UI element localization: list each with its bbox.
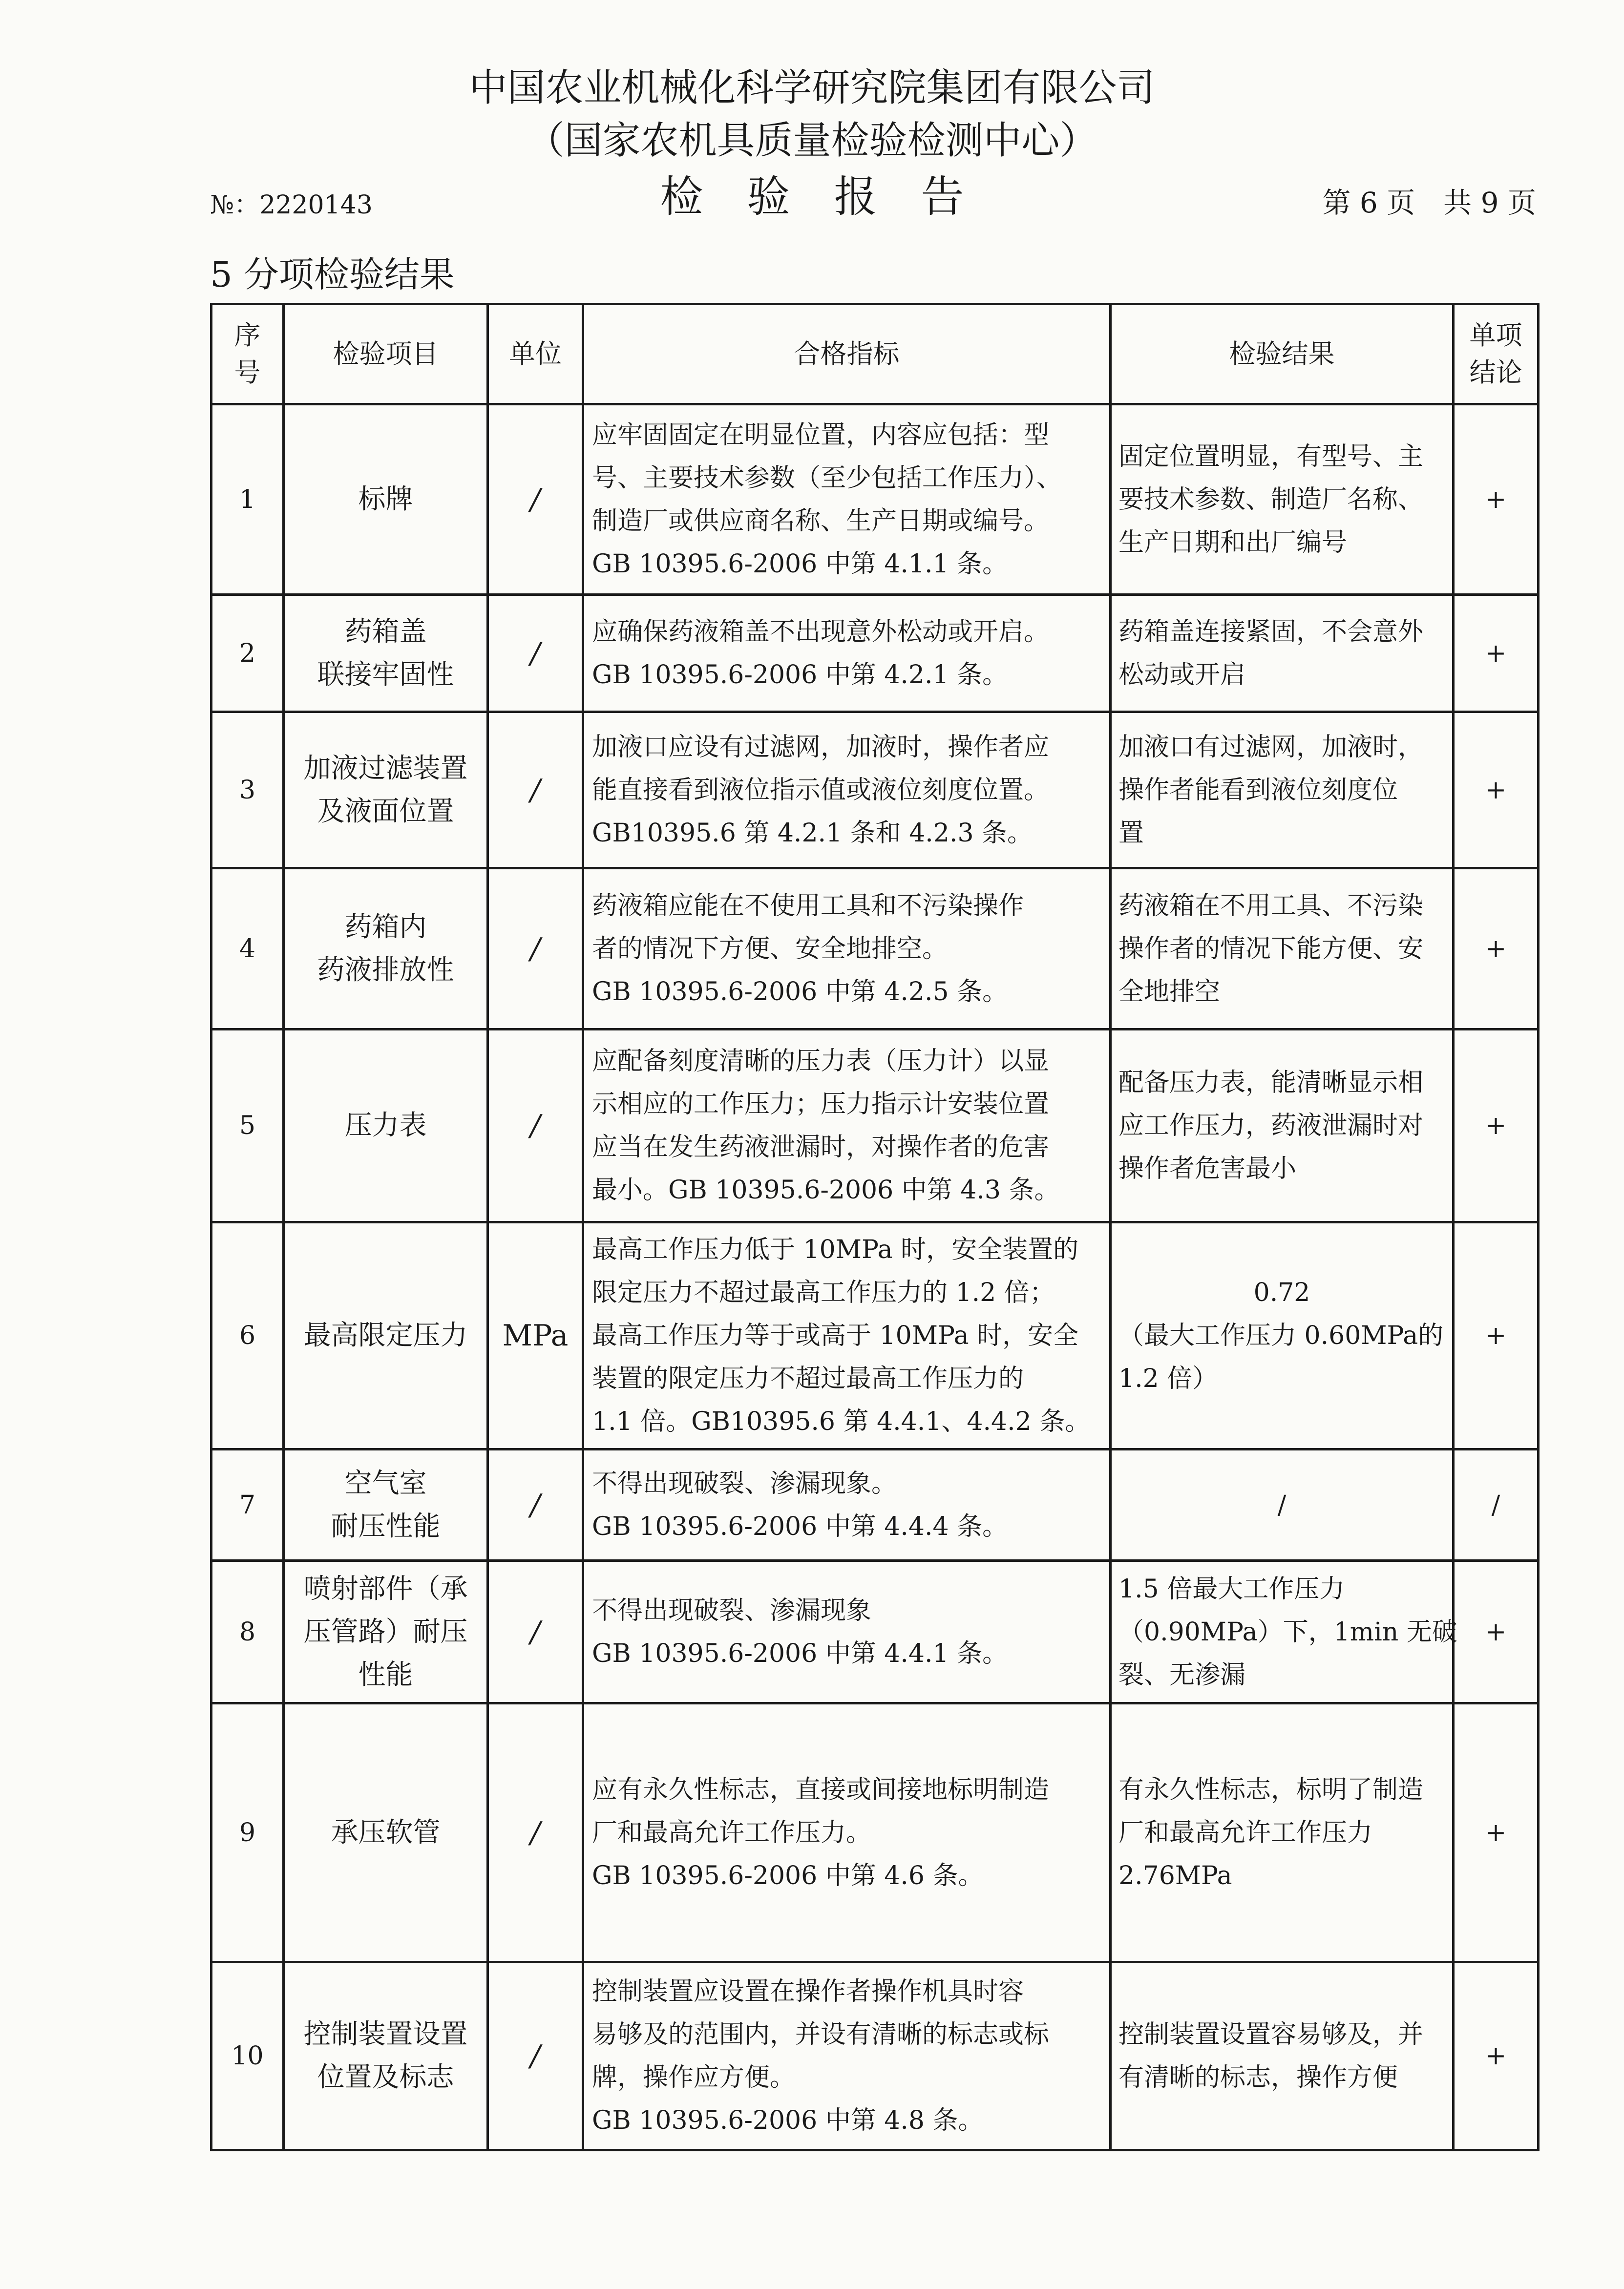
result-line: 操作者的情况下能方便、安 [1118, 934, 1424, 964]
inspection-item-line: 承压软管 [331, 1816, 441, 1848]
standard-line: 应牢固固定在明显位置，内容应包括：型 [592, 420, 1050, 450]
inspection-item [284, 1222, 488, 1449]
result-line: 固定位置明显，有型号、主 [1118, 441, 1424, 471]
standard-line: 最小。GB 10395.6-2006 中第 4.3 条。 [592, 1176, 1060, 1205]
inspection-item-line: 耐压性能 [331, 1510, 441, 1542]
qualification-standard [583, 1962, 1111, 2150]
result-line: 厂和最高允许工作压力 [1118, 1818, 1373, 1848]
standard-line: 应当在发生药液泄漏时，对操作者的危害 [592, 1133, 1050, 1162]
qualification-standard [583, 1029, 1111, 1222]
table-row [211, 595, 1539, 712]
standard-line: 不得出现破裂、渗漏现象。 [592, 1469, 897, 1498]
standard-line: 药液箱应能在不使用工具和不污染操作 [592, 891, 1024, 921]
inspection-item-line: 空气室 [344, 1467, 427, 1499]
inspection-item-line: 压力表 [344, 1110, 427, 1141]
table-row [211, 1703, 1539, 1962]
result-line: 控制装置设置容易够及，并 [1118, 2020, 1424, 2049]
item-conclusion: + [1454, 1962, 1539, 2150]
standard-line: 号、主要技术参数（至少包括工作压力）、 [592, 463, 1062, 493]
result-line: 2.76MPa [1118, 1861, 1232, 1890]
inspection-item-line: 控制装置设置 [303, 2018, 468, 2050]
inspection-result [1111, 1222, 1454, 1449]
item-conclusion: + [1454, 712, 1539, 868]
table-row [211, 1449, 1539, 1561]
standard-line: 示相应的工作压力；压力指示计安装位置 [592, 1090, 1050, 1119]
report-title: 检验报告 [660, 171, 1008, 222]
row-number: 2 [211, 595, 284, 712]
inspection-item-line: 位置及标志 [317, 2061, 454, 2093]
item-conclusion: / [1454, 1449, 1539, 1561]
result-line: 1.2 倍） [1118, 1364, 1218, 1393]
table-row [211, 1962, 1539, 2150]
standard-line: GB 10395.6-2006 中第 4.1.1 条。 [592, 549, 1008, 579]
standard-line: 者的情况下方便、安全地排空。 [592, 934, 948, 964]
inspection-item-line: 药液排放性 [317, 954, 454, 986]
inspection-item-line: 最高限定压力 [303, 1320, 468, 1351]
inspection-item [284, 1029, 488, 1222]
standard-line: 装置的限定压力不超过最高工作压力的 [592, 1364, 1024, 1393]
unit: / [488, 595, 583, 712]
standard-line: GB 10395.6-2006 中第 4.4.4 条。 [592, 1512, 1008, 1541]
result-line: 药液箱在不用工具、不污染 [1118, 891, 1424, 921]
qualification-standard [583, 1449, 1111, 1561]
item-conclusion: + [1454, 404, 1539, 595]
inspection-item-line: 加液过滤装置 [303, 752, 468, 784]
inspection-item [284, 404, 488, 595]
standard-line: GB 10395.6-2006 中第 4.4.1 条。 [592, 1638, 1008, 1668]
inspection-item-line: 联接牢固性 [317, 658, 454, 691]
result-line: 松动或开启 [1118, 660, 1246, 690]
table-header-row [211, 304, 1539, 404]
inspection-result [1111, 868, 1454, 1029]
inspection-item-line: 性能 [358, 1659, 413, 1691]
item-conclusion: + [1454, 1703, 1539, 1962]
inspection-item [284, 1449, 488, 1561]
unit: / [488, 404, 583, 595]
header-standard: 合格指标 [583, 304, 1111, 404]
header-result: 检验结果 [1111, 304, 1454, 404]
standard-line: 应有永久性标志，直接或间接地标明制造 [592, 1775, 1050, 1805]
row-number: 8 [211, 1561, 284, 1703]
standard-line: 最高工作压力等于或高于 10MPa 时，安全 [592, 1321, 1079, 1350]
inspection-item-line: 药箱内 [344, 911, 427, 943]
standard-line: 能直接看到液位指示值或液位刻度位置。 [592, 775, 1050, 805]
section-title: 5 分项检验结果 [210, 254, 455, 295]
row-number: 7 [211, 1449, 284, 1561]
header-no-line: 序 [234, 320, 261, 351]
result-line: （最大工作压力 0.60MPa的 [1118, 1321, 1444, 1350]
table-row [211, 404, 1539, 595]
inspection-item [284, 868, 488, 1029]
inspection-result [1111, 1703, 1454, 1962]
row-number: 5 [211, 1029, 284, 1222]
result-line: 应工作压力，药液泄漏时对 [1118, 1111, 1424, 1140]
result-line: 生产日期和出厂编号 [1118, 527, 1348, 557]
table-row [211, 868, 1539, 1029]
result-line: 有清晰的标志，操作方便 [1118, 2063, 1398, 2092]
standard-line: GB10395.6 第 4.2.1 条和 4.2.3 条。 [592, 818, 1033, 848]
row-number: 3 [211, 712, 284, 868]
inspection-result [1111, 1449, 1454, 1561]
standard-line: 限定压力不超过最高工作压力的 1.2 倍； [592, 1278, 1055, 1307]
inspection-item [284, 712, 488, 868]
row-number: 9 [211, 1703, 284, 1962]
result-line: 1.5 倍最大工作压力 [1118, 1574, 1345, 1604]
qualification-standard [583, 1222, 1111, 1449]
inspection-item-line: 标牌 [358, 483, 413, 515]
standard-line: 牌，操作应方便。 [592, 2063, 796, 2092]
report-number: №：2220143 [210, 190, 373, 220]
result-line: 配备压力表，能清晰显示相 [1118, 1068, 1424, 1097]
unit: / [488, 712, 583, 868]
item-conclusion: + [1454, 1222, 1539, 1449]
result-line: （0.90MPa）下，1min 无破 [1118, 1617, 1457, 1647]
result-line: 0.72 [1253, 1278, 1310, 1307]
table-body [211, 404, 1539, 2150]
row-number: 10 [211, 1962, 284, 2150]
result-line: 要技术参数、制造厂名称、 [1118, 484, 1424, 514]
item-conclusion: + [1454, 868, 1539, 1029]
row-number: 6 [211, 1222, 284, 1449]
standard-line: 不得出现破裂、渗漏现象 [592, 1596, 872, 1625]
inspection-result [1111, 1029, 1454, 1222]
row-number: 1 [211, 404, 284, 595]
item-conclusion: + [1454, 595, 1539, 712]
inspection-result [1111, 1561, 1457, 1703]
result-line: 药箱盖连接紧固，不会意外 [1118, 617, 1424, 647]
inspection-result [1111, 595, 1454, 712]
unit: / [488, 1029, 583, 1222]
unit: / [488, 1449, 583, 1561]
standard-line: 控制装置应设置在操作者操作机具时容 [592, 1977, 1024, 2006]
qualification-standard [583, 712, 1111, 868]
item-conclusion: + [1454, 1561, 1539, 1703]
header-conclusion [1454, 304, 1539, 404]
unit: / [488, 1962, 583, 2150]
inspection-item-line: 及液面位置 [317, 795, 454, 827]
qualification-standard [583, 1561, 1111, 1703]
qualification-standard [583, 868, 1111, 1029]
standard-line: 制造厂或供应商名称、生产日期或编号。 [592, 506, 1050, 536]
qualification-standard [583, 1703, 1111, 1962]
result-line: 操作者能看到液位刻度位 [1118, 775, 1398, 805]
standard-line: 应配备刻度清晰的压力表（压力计）以显 [592, 1047, 1050, 1076]
unit: / [488, 1703, 583, 1962]
unit: / [488, 868, 583, 1029]
item-conclusion: + [1454, 1029, 1539, 1222]
organization-name: 中国农业机械化科学研究院集团有限公司 [469, 66, 1155, 110]
standard-line: 1.1 倍。GB10395.6 第 4.4.1、4.4.2 条。 [592, 1407, 1091, 1436]
standard-line: 应确保药液箱盖不出现意外松动或开启。 [592, 617, 1050, 647]
inspection-result [1111, 404, 1454, 595]
result-line: 操作者危害最小 [1118, 1154, 1297, 1183]
inspection-result [1111, 1962, 1454, 2150]
standard-line: GB 10395.6-2006 中第 4.2.1 条。 [592, 660, 1008, 690]
inspection-item-line: 压管路）耐压 [303, 1616, 468, 1648]
inspection-item [284, 1703, 488, 1962]
standard-line: GB 10395.6-2006 中第 4.6 条。 [592, 1861, 984, 1890]
unit: MPa [488, 1222, 583, 1449]
qualification-standard [583, 595, 1111, 712]
header-conclusion-line: 结论 [1469, 357, 1522, 388]
inspection-item-line: 药箱盖 [344, 615, 427, 648]
result-line: 裂、无渗漏 [1118, 1660, 1246, 1690]
standard-line: GB 10395.6-2006 中第 4.8 条。 [592, 2106, 984, 2135]
inspection-results-table-wrapper [210, 303, 1540, 2151]
result-line: / [1277, 1490, 1287, 1520]
table-row [211, 712, 1539, 868]
table-row [211, 1222, 1539, 1449]
table-row [211, 1561, 1539, 1703]
row-number: 4 [211, 868, 284, 1029]
unit: / [488, 1561, 583, 1703]
standard-line: 易够及的范围内，并设有清晰的标志或标 [592, 2020, 1050, 2049]
inspection-item [284, 1561, 488, 1703]
header-no-line: 号 [234, 357, 261, 388]
inspection-item [284, 1962, 488, 2150]
organization-subtitle: （国家农机具质量检验检测中心） [526, 119, 1098, 163]
qualification-standard [583, 404, 1111, 595]
inspection-result [1111, 712, 1454, 868]
header-no [211, 304, 284, 404]
standard-line: 最高工作压力低于 10MPa 时，安全装置的 [592, 1235, 1079, 1264]
result-line: 全地排空 [1118, 977, 1221, 1007]
inspection-item-line: 喷射部件（承 [303, 1573, 468, 1605]
result-line: 有永久性标志，标明了制造 [1118, 1775, 1424, 1805]
result-line: 加液口有过滤网，加液时， [1118, 732, 1424, 762]
result-line: 置 [1118, 818, 1144, 848]
standard-line: 厂和最高允许工作压力。 [592, 1818, 872, 1848]
header-conclusion-line: 单项 [1469, 320, 1522, 351]
table-row [211, 1029, 1539, 1222]
standard-line: 加液口应设有过滤网，加液时，操作者应 [592, 732, 1050, 762]
inspection-item [284, 595, 488, 712]
standard-line: GB 10395.6-2006 中第 4.2.5 条。 [592, 977, 1008, 1007]
inspection-results-table [210, 303, 1540, 2151]
page-indicator: 第 6 页 共 9 页 [1322, 186, 1536, 219]
header-item: 检验项目 [284, 304, 488, 404]
header-unit: 单位 [488, 304, 583, 404]
